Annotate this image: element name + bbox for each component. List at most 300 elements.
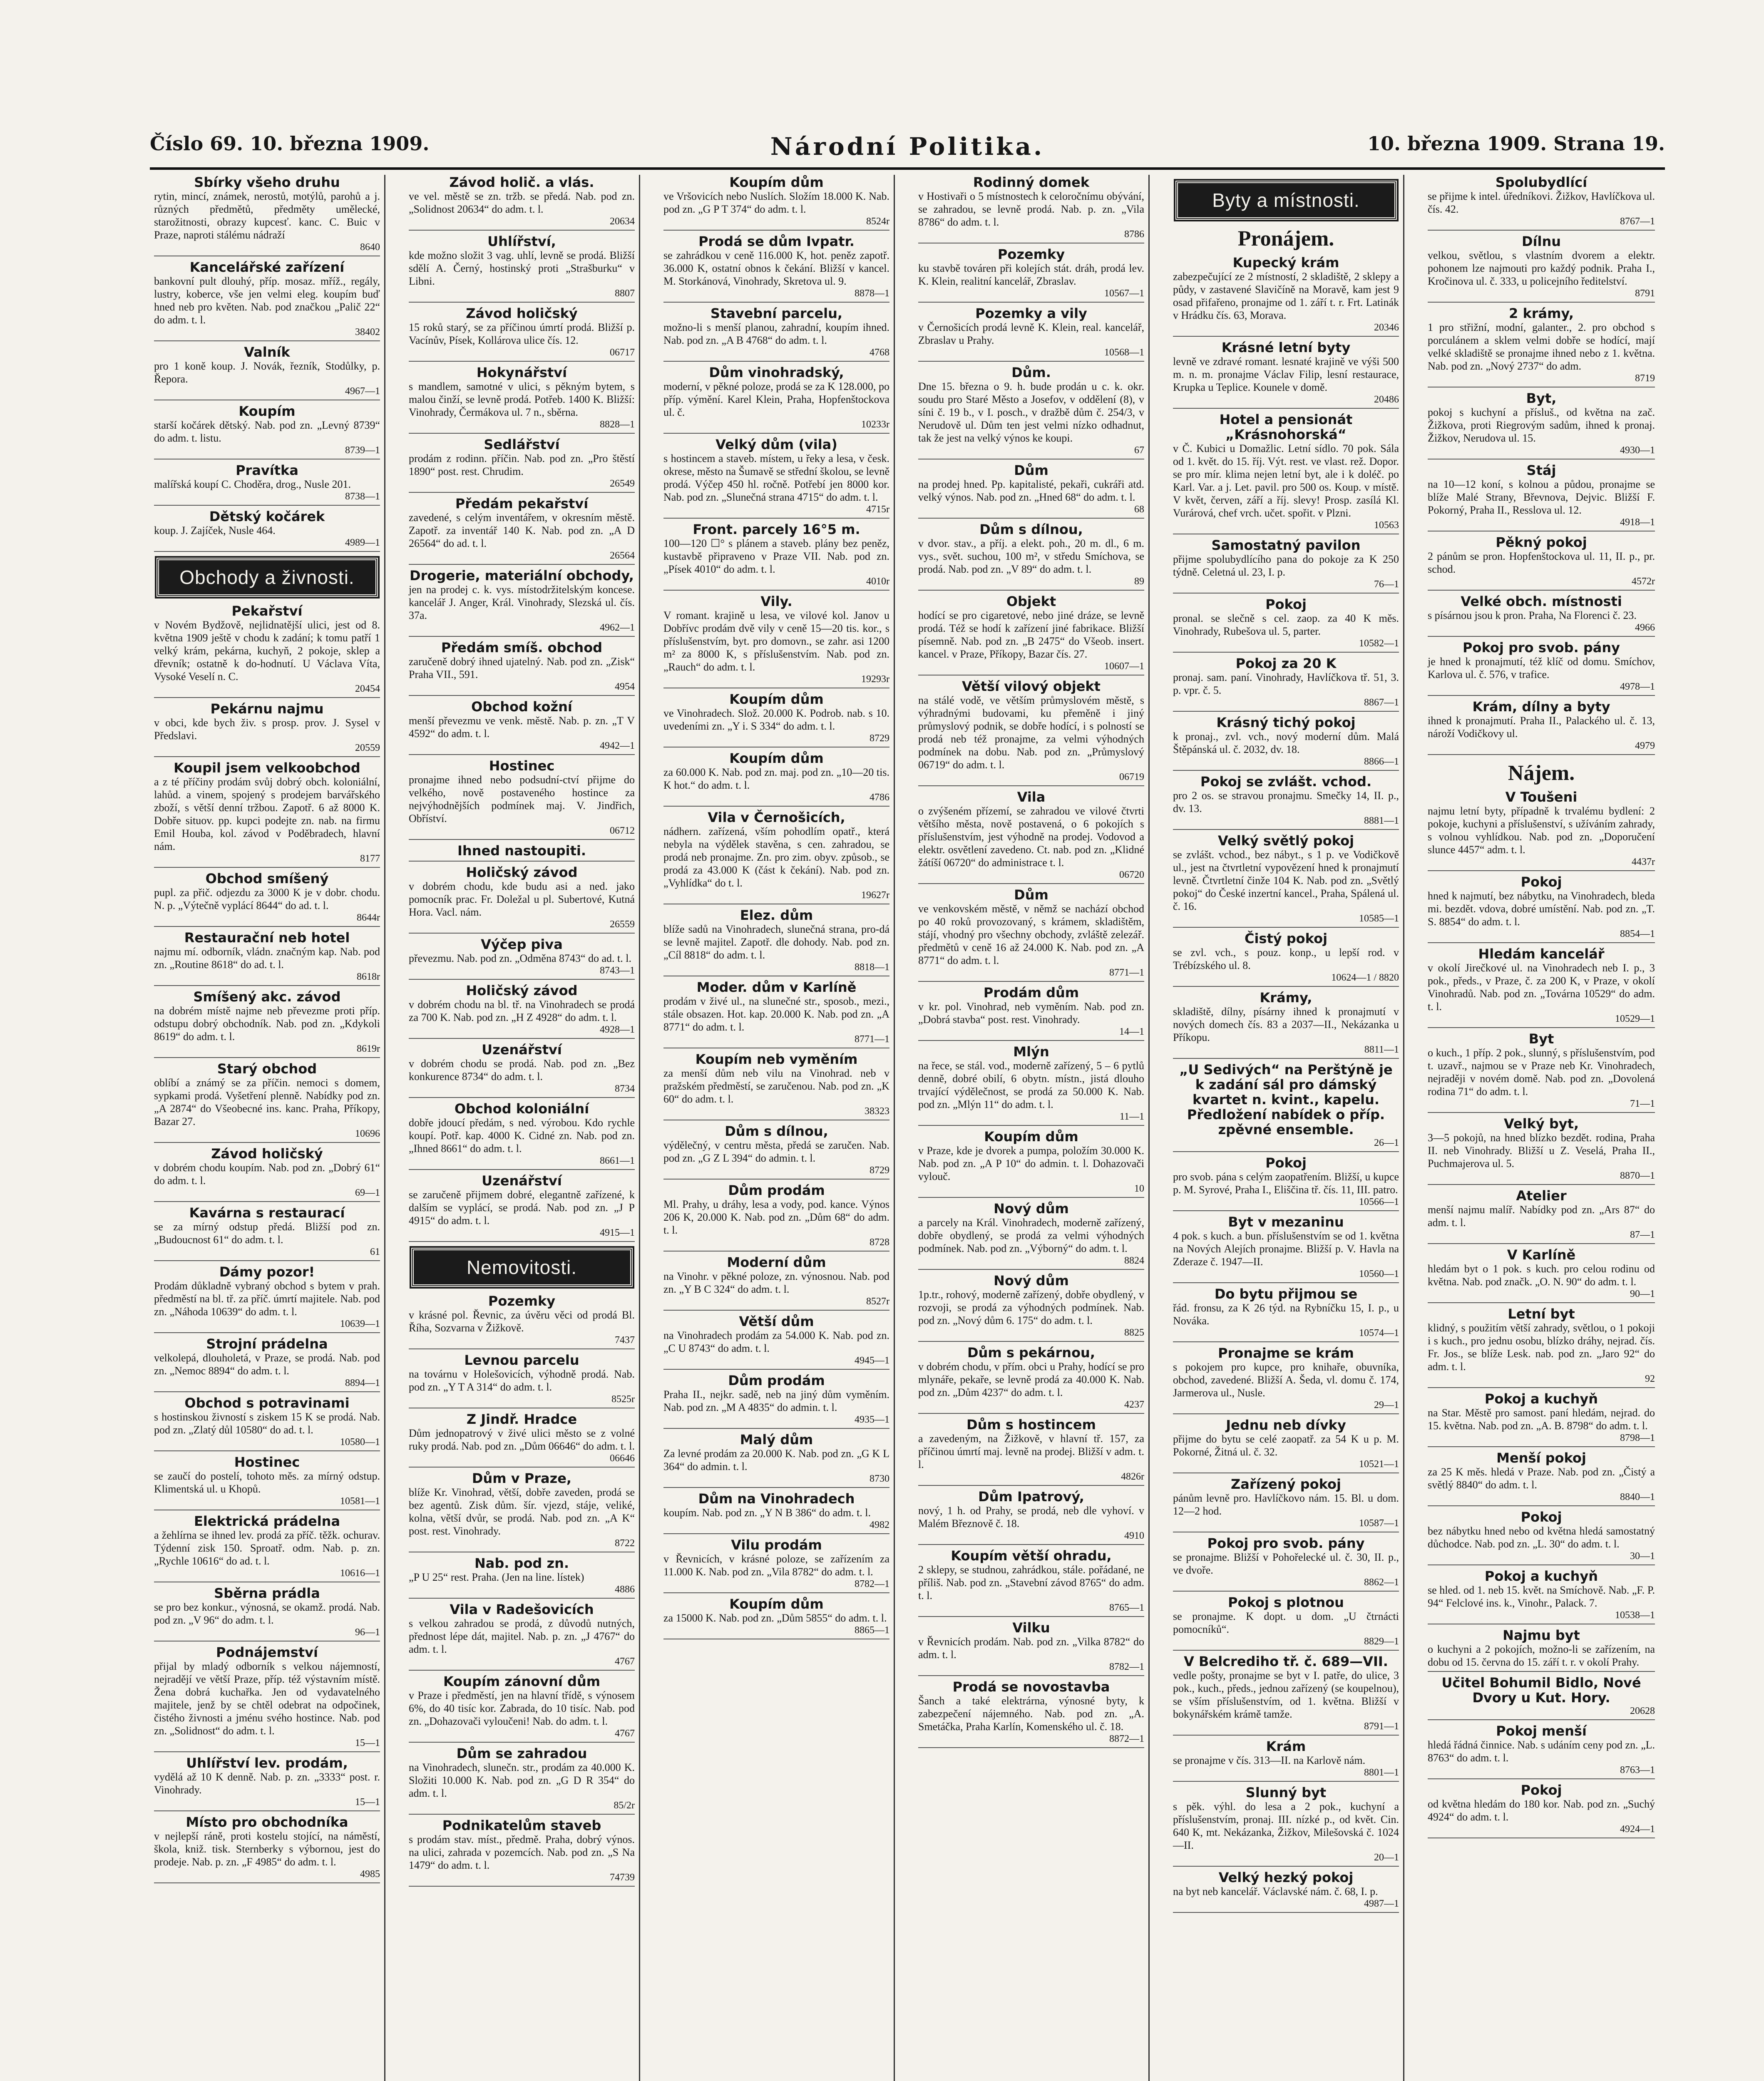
ad-text: levně ve zdravé romant. lesnaté krajině ve výši 500 m. n. m. pronajme Václav Filip, lesní restaurace, Krupka u Teplice. Kounele v domě. bbox=[1173, 355, 1399, 393]
classified-ad bbox=[1173, 1785, 1399, 1867]
ad-text: v dobrém chodu, kde budu asi a ned. jako pomocník prac. Fr. Doležal u pl. Subertové, Kutná Hora. Vacl. nám. bbox=[409, 880, 635, 918]
classified-ad bbox=[918, 887, 1144, 982]
ad-heading: Dům vinohradský, bbox=[709, 365, 844, 380]
classified-ad bbox=[154, 1146, 380, 1202]
ad-reference-number: 20454 bbox=[355, 683, 380, 694]
classified-ad bbox=[1173, 1536, 1399, 1592]
ad-reference-number: 8862—1 bbox=[1364, 1577, 1399, 1588]
column-5 bbox=[1169, 175, 1404, 2081]
classified-ad bbox=[663, 234, 889, 303]
ad-heading: Starý obchod bbox=[217, 1061, 317, 1077]
ad-heading: Pokoj menší bbox=[1496, 1723, 1587, 1739]
ad-reference-number: 4918—1 bbox=[1620, 517, 1655, 528]
classified-ad bbox=[154, 463, 380, 506]
ad-reference-number: 8734 bbox=[615, 1083, 635, 1094]
classified-ad bbox=[1173, 1286, 1399, 1342]
ad-heading: Hledám kancelář bbox=[1478, 946, 1605, 962]
ad-reference-number: 8828—1 bbox=[600, 419, 635, 430]
ad-reference-number: 10696 bbox=[355, 1128, 380, 1139]
ad-reference-number: 8661—1 bbox=[600, 1155, 635, 1166]
ad-reference-number: 8728 bbox=[870, 1237, 889, 1248]
ad-reference-number: 26559 bbox=[610, 919, 635, 930]
classified-ad bbox=[409, 1746, 635, 1815]
classified-ad bbox=[154, 603, 380, 698]
ad-reference-number: 8763—1 bbox=[1620, 1765, 1655, 1776]
ad-reference-number: 8644r bbox=[357, 912, 380, 923]
ad-text: Praha II., nejkr. sadě, neb na jiný dům vyměním. Nab. pod zn. „M A 4835“ do admin. t. l. bbox=[663, 1388, 889, 1413]
ad-heading: Podnikatelům staveb bbox=[442, 1818, 601, 1833]
ad-heading: Obchod kožní bbox=[471, 699, 572, 715]
ad-heading: Dům s hostincem bbox=[966, 1417, 1096, 1433]
classified-ad bbox=[918, 1620, 1144, 1676]
ad-text: zavedené, s celým inventářem, v okresním městě. Zapotř. za inventář 140 K. Nab. pod zn. „A D 26564“ do ad. t. l. bbox=[409, 512, 635, 549]
ad-heading: Prodá se dům Ivpatr. bbox=[698, 233, 855, 249]
classified-ad bbox=[918, 1548, 1144, 1617]
ad-reference-number: 8854—1 bbox=[1620, 929, 1655, 939]
ad-text: je hned k pronajmutí, též klíč od domu. Smíchov, Karlova ul. č. 576, v trafice. bbox=[1428, 656, 1655, 680]
ad-reference-number: 4985 bbox=[360, 1869, 380, 1880]
ad-text: malířská koupí C. Choděra, drog., Nusle 201. bbox=[154, 478, 351, 490]
classified-ad bbox=[1428, 699, 1655, 755]
classified-ad bbox=[663, 1491, 889, 1534]
ad-reference-number: 4715r bbox=[866, 504, 889, 515]
classified-ad bbox=[409, 1602, 635, 1671]
ad-reference-number: 8738—1 bbox=[345, 491, 380, 502]
ad-text: pánům levně pro. Havlíčkovo nám. 15. Bl. u dom. 12—2 hod. bbox=[1173, 1492, 1399, 1517]
classified-ad bbox=[154, 1645, 380, 1752]
ad-heading: Koupím dům bbox=[984, 1129, 1078, 1145]
ad-heading: Pekařství bbox=[231, 603, 303, 619]
ad-text: se zvl. vch., s pouz. konp., u lepší rod. v Trébízského ul. 8. bbox=[1173, 946, 1399, 971]
classified-ad bbox=[918, 594, 1144, 675]
ad-text: ku stavbě továren při kolejích stát. dráh, prodá lev. K. Klein, realitní kancelář, Zbraslav. bbox=[918, 262, 1144, 287]
ad-reference-number: 4437r bbox=[1632, 857, 1655, 867]
ad-text: s hostincem a staveb. místem, u řeky a lesa, v česk. okrese, město na Šumavě se střední školou, se levně prodá. Výčep 450 hl. ročně. Potřebí jen 8000 kor. Nab. pod zn. „Slunečná strana 4715“ do adm. t. l. bbox=[663, 452, 889, 503]
classified-ad bbox=[154, 989, 380, 1058]
ad-reference-number: 10581—1 bbox=[340, 1496, 380, 1507]
ad-heading: Drogerie, materiální obchody, bbox=[410, 568, 634, 584]
ad-text: na Vinohradech, slunečn. str., prodám za 40.000 K. Složiti 10.000 K. Nab. pod zn. „G D R 354“ do adm. t. l. bbox=[409, 1761, 635, 1799]
classified-ad bbox=[409, 983, 635, 1039]
ad-text: skladiště, dílny, písárny ihned k pronajmutí v nových domech čís. 83 a 2037—II., Nekázanka u Příkopu. bbox=[1173, 1006, 1399, 1043]
ad-heading: Sedlářství bbox=[484, 437, 560, 452]
ad-reference-number: 8867—1 bbox=[1364, 697, 1399, 708]
ad-heading: Koupím dům bbox=[729, 1596, 824, 1612]
ad-text: Za levné prodám za 20.000 K. Nab. pod zn. „G K L 364“ do admin. t. l. bbox=[663, 1448, 889, 1473]
ad-reference-number: 30—1 bbox=[1630, 1551, 1655, 1562]
classified-ad bbox=[663, 751, 889, 807]
ad-text: 1 pro střižní, modní, galanter., 2. pro obchod s porculánem a sklem velmi dobře se hodící, mají velké skladiště se pronajme ihned nebo z 1. května. Nab. pod zn. „Nový 2737“ do adm. bbox=[1428, 321, 1655, 372]
ad-reference-number: 7437 bbox=[615, 1335, 635, 1346]
classified-ad bbox=[918, 790, 1144, 884]
ad-reference-number: 8811—1 bbox=[1364, 1044, 1399, 1055]
ad-heading: Spolubydlící bbox=[1495, 175, 1588, 190]
ad-heading: Vila v Radešovicích bbox=[450, 1602, 594, 1617]
section-subheader-najem: Nájem. bbox=[1508, 761, 1575, 785]
ad-reference-number: 26549 bbox=[610, 478, 635, 489]
section-header-byty: Byty a místnosti. bbox=[1175, 181, 1397, 220]
classified-ad bbox=[918, 522, 1144, 591]
ad-reference-number: 20559 bbox=[355, 743, 380, 753]
classified-ad bbox=[154, 260, 380, 341]
ad-reference-number: 06646 bbox=[610, 1453, 635, 1464]
ad-heading: Velký světlý pokoj bbox=[1217, 833, 1354, 849]
classified-ad bbox=[409, 1353, 635, 1408]
ad-text: se přijme k intel. úředníkovi. Žižkov, Havlíčkova ul. čís. 42. bbox=[1428, 190, 1655, 215]
classified-ad bbox=[409, 843, 635, 862]
ad-heading: „U Sedivých“ na Perštýně je k zadání sál pro dámský kvartet n. kvint., kapelu. Předložení nabídek o příp. zpěvné ensemble. bbox=[1179, 1062, 1393, 1137]
ad-text: na Star. Městě pro samost. paní hledám, nejrad. do 15. května. Nab. pod zn. „A. B. 8798“ do adm. t. l. bbox=[1428, 1407, 1655, 1432]
classified-ad bbox=[663, 980, 889, 1048]
ad-heading: Zařízený pokoj bbox=[1231, 1476, 1341, 1492]
column-2 bbox=[405, 175, 640, 2081]
classified-ad bbox=[1428, 1306, 1655, 1388]
ad-reference-number: 4967—1 bbox=[345, 386, 380, 397]
ad-text: zabezpečující ze 2 místností, 2 skladiště, 2 sklepy a půdy, v zastavené Slavičíně na Moravě, kam jest 9 osad přifařeno, pronajme od 1. září t. r. Frt. Latinák v Hrádku čís. 63, Morava. bbox=[1173, 271, 1399, 321]
classified-ad bbox=[663, 1124, 889, 1180]
ad-heading: Uhlířství, bbox=[487, 233, 556, 249]
ad-heading: Vila bbox=[1017, 789, 1046, 805]
ad-heading: Restaurační neb hotel bbox=[184, 930, 350, 946]
classified-ad bbox=[1428, 1569, 1655, 1624]
classified-ad bbox=[663, 1255, 889, 1311]
ad-heading: Krám bbox=[1266, 1738, 1306, 1754]
ad-heading: Dům prodám bbox=[728, 1373, 825, 1388]
ad-heading: Dům prodám bbox=[728, 1182, 825, 1198]
ad-reference-number: 8524r bbox=[866, 216, 889, 227]
classified-ad bbox=[154, 1061, 380, 1143]
ad-heading: Větší vilový objekt bbox=[962, 678, 1101, 694]
ad-heading: Smíšený akc. závod bbox=[193, 989, 341, 1005]
ad-reference-number: 10568—1 bbox=[1104, 347, 1144, 358]
ad-reference-number: 10538—1 bbox=[1615, 1610, 1655, 1621]
ad-text: 3—5 pokojů, na hned blízko bezdět. rodina, Praha II. neb Vinohrady. Bližší u Z. Veselá, Praha II., Puchmajerova ul. 5. bbox=[1428, 1132, 1655, 1170]
classified-ad bbox=[409, 1294, 635, 1349]
classified-ad bbox=[1428, 1188, 1655, 1244]
ad-reference-number: 38402 bbox=[355, 327, 380, 338]
ad-heading: Učitel Bohumil Bidlo, Nové Dvory u Kut. Hory. bbox=[1441, 1675, 1641, 1706]
ad-heading: Do bytu přijmou se bbox=[1214, 1286, 1358, 1302]
ad-text: hledám byt o 1 pok. s kuch. pro celou rodinu od května. Nab. pod značk. „O. N. 90“ do adm. t. l. bbox=[1428, 1263, 1655, 1288]
ad-heading: Rodinný domek bbox=[973, 175, 1090, 190]
classified-ad bbox=[154, 345, 380, 400]
ad-text: pronaj. sam. paní. Vinohrady, Havlíčkova tř. 51, 3. p. vpr. č. 5. bbox=[1173, 671, 1399, 696]
classified-ad bbox=[409, 1101, 635, 1170]
ad-heading: Podnájemství bbox=[216, 1644, 318, 1660]
ad-reference-number: 8619r bbox=[357, 1043, 380, 1054]
ad-heading: Velký dům (vila) bbox=[716, 437, 837, 452]
ad-text: pronal. se slečně s cel. zaop. za 40 K měs. Vinohrady, Rubešova ul. 5, parter. bbox=[1173, 612, 1399, 637]
ad-text: starší kočárek dětský. Nab. pod zn. „Levný 8739“ do adm. t. listu. bbox=[154, 419, 380, 444]
ad-reference-number: 4572r bbox=[1632, 576, 1655, 587]
classified-ad bbox=[663, 365, 889, 434]
classified-ad bbox=[1173, 340, 1399, 409]
ad-heading: Pěkný pokoj bbox=[1496, 534, 1587, 550]
ad-heading: Krásné letní byty bbox=[1221, 340, 1351, 355]
ad-text: a z té příčiny prodám svůj dobrý obch. koloniální, lahůd. a vinem, spojený s prodejem barvářského zboží, s větší denní tržbou. Zapotř. 6 až 8000 K. Dobře situov. pp. kupci podejte zn. nab. na firmu Emil Houba, kol. závod v Poděbradech, hlavní nám. bbox=[154, 776, 380, 852]
ad-heading: Dům s pekárnou, bbox=[967, 1345, 1095, 1361]
ad-heading: Stáj bbox=[1526, 462, 1556, 478]
ad-reference-number: 11—1 bbox=[1119, 1111, 1144, 1122]
classified-ad bbox=[154, 930, 380, 986]
ad-heading: Kancelářské zařízení bbox=[189, 259, 345, 275]
ad-text: v Praze i předměstí, jen na hlavní třídě, s výnosem 6%, do 40 tisíc kor. Zabrada, do 10 tisíc. Nab. pod zn. „Dohazovači vyloučeni! Nab. do adm. t. l. bbox=[409, 1689, 635, 1727]
ad-heading: Stavební parcelu, bbox=[710, 305, 843, 321]
ad-text: v dobrém chodu se prodá. Nab. pod zn. „Bez konkurence 8734“ do adm. t. l. bbox=[409, 1058, 635, 1083]
ad-text: pro svob. pána s celým zaopatřením. Bližší, u kupce p. M. Syrové, Praha I., Eliščina tř. čís. 11, III. patro. bbox=[1173, 1171, 1399, 1196]
classified-ad bbox=[154, 1396, 380, 1451]
ad-reference-number: 8818—1 bbox=[855, 962, 889, 973]
ad-reference-number: 8801—1 bbox=[1364, 1767, 1399, 1778]
ad-heading: Vilu prodám bbox=[731, 1537, 822, 1553]
ad-text: dobře jdoucí předám, s ned. výrobou. Kdo rychle koupí. Potř. kap. 4000 K. Cidné zn. Nab. pod zn. „Ihned 8661“ do adm. t. l. bbox=[409, 1117, 635, 1155]
ad-text: za 25 K měs. hledá v Praze. Nab. pod zn. „Čistý a světlý 8840“ do adm. t. l. bbox=[1428, 1466, 1655, 1491]
ad-text: s velkou zahradou se prodá, z důvodů nutných, přednost lépe dát, majitel. Nab. p. zn. „J 4767“ do adm. t. l. bbox=[409, 1617, 635, 1655]
classified-ad bbox=[1428, 1723, 1655, 1779]
ad-text: 2 pánům se pron. Hopfenštockova ul. 11, II. p., pr. schod. bbox=[1428, 550, 1655, 575]
classified-ad bbox=[1173, 1418, 1399, 1473]
ad-heading: Čistý pokoj bbox=[1244, 931, 1328, 946]
ad-reference-number: 20486 bbox=[1374, 394, 1399, 405]
ad-heading: Letní byt bbox=[1508, 1306, 1575, 1322]
classified-ad bbox=[409, 1818, 635, 1887]
ad-reference-number: 8719 bbox=[1635, 373, 1655, 384]
ad-text: k pronaj., zvl. vch., nový moderní dům. Malá Štěpánská ul. č. 2032, dv. 18. bbox=[1173, 730, 1399, 755]
ad-reference-number: 8840—1 bbox=[1620, 1492, 1655, 1502]
ad-reference-number: 8729 bbox=[870, 733, 889, 744]
ad-reference-number: 4966 bbox=[1635, 622, 1655, 633]
ad-heading: Místo pro obchodníka bbox=[186, 1814, 348, 1830]
ad-text: za menší dům neb vilu na Vinohrad. neb v pražském předměstí, se zaručenou. Nab. pod zn. „K 60“ do adm. t. l. bbox=[663, 1067, 889, 1105]
classified-ad bbox=[1428, 1450, 1655, 1506]
ad-heading: Pokoj bbox=[1521, 1782, 1562, 1798]
classified-ad bbox=[663, 908, 889, 976]
classified-ad bbox=[663, 1432, 889, 1488]
ad-heading: Závod holičský bbox=[466, 305, 578, 321]
ad-heading: Holičský závod bbox=[466, 864, 578, 880]
ad-reference-number: 20346 bbox=[1374, 322, 1399, 333]
ad-reference-number: 74739 bbox=[610, 1872, 635, 1883]
ad-heading: Velký hezký pokoj bbox=[1218, 1870, 1354, 1885]
ad-text: velkolepá, dlouholetá, v Praze, se prodá. Nab. pod zn. „Nemoc 8894“ do adm. t. l. bbox=[154, 1352, 380, 1377]
ad-reference-number: 8729 bbox=[870, 1165, 889, 1176]
ad-reference-number: 8807 bbox=[615, 288, 635, 299]
ad-heading: Předám smíš. obchod bbox=[441, 640, 603, 656]
ad-text: v krásné pol. Řevnic, za úvěru věci od prodá Bl. Říha, Sozvarna v Žižkově. bbox=[409, 1309, 635, 1334]
ad-heading: Dům bbox=[1014, 462, 1048, 478]
ad-reference-number: 85/2r bbox=[614, 1800, 635, 1811]
ad-heading: V Karlíně bbox=[1507, 1247, 1576, 1263]
classified-ad bbox=[918, 1489, 1144, 1545]
column-3 bbox=[659, 175, 895, 2081]
ad-reference-number: 96—1 bbox=[355, 1627, 380, 1638]
ad-reference-number: 4767 bbox=[615, 1728, 635, 1739]
classified-ad bbox=[409, 865, 635, 934]
ad-text: na Vinohr. v pěkné poloze, zn. výnosnou. Nab. pod zn. „Y B C 324“ do adm. t. l. bbox=[663, 1270, 889, 1295]
ad-heading: Pozemky a vily bbox=[975, 305, 1087, 321]
classified-ad bbox=[1173, 1739, 1399, 1782]
ad-reference-number: 8722 bbox=[615, 1538, 635, 1549]
classified-ad bbox=[1428, 463, 1655, 531]
ad-text: v okolí Jirečkové ul. na Vinohradech neb I. p., 3 pok., předs., v Praze, č. za 200 K, v Praze, v okolí Vinohradů. Nab. pod zn. „Továrna 10529“ do adm. t. l. bbox=[1428, 962, 1655, 1013]
section-subheader-pronajem: Pronájem. bbox=[1237, 227, 1334, 251]
ad-reference-number: 4010r bbox=[866, 576, 889, 587]
classified-ad bbox=[663, 1537, 889, 1593]
classified-ad bbox=[1173, 538, 1399, 594]
ad-text: V romant. krajině u lesa, ve vilové kol. Janov u Dobřívc prodám dvě vily v ceně 15—20 tis. kor., s příslušenstvím, byt. pro domovn., se zahr. asi 1200 m² za 8000 K, s příslušenstvím. Nab. pod zn. „Rauch“ do adm. t. l. bbox=[663, 609, 889, 673]
ad-text: na prodej hned. Pp. kapitalisté, pekaři, cukráři atd. velký výnos. Nab. pod zn. „Hned 68“ do adm. t. l. bbox=[918, 478, 1144, 503]
ad-reference-number: 14—1 bbox=[1119, 1026, 1144, 1037]
classified-ad bbox=[1428, 175, 1655, 231]
ad-reference-number: 8782—1 bbox=[855, 1579, 889, 1589]
ad-heading: Pokoj s plotnou bbox=[1228, 1594, 1344, 1610]
date-page-right: 10. března 1909. Strana 19. bbox=[1367, 132, 1665, 155]
ad-heading: Dílnu bbox=[1521, 233, 1561, 249]
ad-reference-number: 4979 bbox=[1635, 740, 1655, 751]
ad-reference-number: 8894—1 bbox=[345, 1378, 380, 1388]
ad-heading: Ihned nastoupiti. bbox=[457, 843, 586, 859]
ad-reference-number: 4942—1 bbox=[600, 740, 635, 751]
ad-text: 15 roků starý, se za příčinou úmrtí prodá. Bližší p. Vacínův, Písek, Kollárova ulice čís. 12. bbox=[409, 321, 635, 346]
ad-reference-number: 67 bbox=[1134, 445, 1144, 456]
classified-ad bbox=[1173, 1214, 1399, 1283]
ad-reference-number: 8872—1 bbox=[1109, 1733, 1144, 1744]
ad-heading: Vila v Černošicích, bbox=[708, 810, 845, 825]
ad-heading: Objekt bbox=[1006, 594, 1056, 609]
ad-text: ve Vinohradech. Slož. 20.000 K. Podrob. nab. s 10. uvedeními zn. „Y i. S 334“ do adm. t. l. bbox=[663, 707, 889, 732]
ad-text: se hled. od 1. neb 15. květ. na Smíchově. Nab. „F. P. 94“ Felclové ins. k., Vinohr., Palack. 7. bbox=[1428, 1584, 1655, 1609]
ad-reference-number: 20634 bbox=[610, 216, 635, 227]
ad-text: s pěk. výhl. do lesa a 2 pok., kuchyní a příslušenstvím, pronaj. III. nízké p., od květ. Cin. 640 K, mt. Nekázanka, Žižkov, Milešovská č. 1024—II. bbox=[1173, 1800, 1399, 1851]
ad-text: vedle pošty, pronajme se byt v I. patře, do ulice, 3 pok., kuch., předs., jednou zařízený (se koupelnou), se vším příslušenstvím, od 1. května. Bližší v bokynářském krámě tamže. bbox=[1173, 1669, 1399, 1720]
classified-ad bbox=[154, 1514, 380, 1582]
classified-ad bbox=[918, 365, 1144, 459]
ad-heading: Dům s dílnou, bbox=[979, 521, 1083, 537]
ad-text: velkou, světlou, s vlastním dvorem a elektr. pohonem lze najmouti pro každý podnik. Praha I., Kročinova ul. č. 333, u policejního ředitelství. bbox=[1428, 249, 1655, 287]
ad-text: Dne 15. března o 9. h. bude prodán u c. k. okr. soudu pro Staré Město a Josefov, v oddělení (8), v síni č. 19 b., v I. posch., v dražbě dům č. 254/3, v Nerudově ul. Dům ten jest velmi nízko odhadnut, tak že jest na velký výnos ke koupi. bbox=[918, 380, 1144, 444]
classified-ad bbox=[1428, 594, 1655, 637]
ad-heading: Pokoj za 20 K bbox=[1235, 656, 1337, 671]
classified-ad bbox=[154, 175, 380, 256]
classified-ad bbox=[154, 1336, 380, 1392]
classified-ad bbox=[154, 404, 380, 459]
ad-reference-number: 15—1 bbox=[355, 1797, 380, 1808]
classified-ad bbox=[918, 679, 1144, 786]
ad-reference-number: 8730 bbox=[870, 1473, 889, 1484]
ad-heading: Atelier bbox=[1516, 1188, 1567, 1204]
ad-reference-number: 61 bbox=[370, 1247, 380, 1257]
ad-reference-number: 06712 bbox=[610, 825, 635, 836]
ad-reference-number: 68 bbox=[1134, 504, 1144, 515]
ad-text: se zahrádkou v ceně 116.000 K, hot. peněz zapotř. 36.000 K, ostatní obnos k čekání. Bližší v kancel. M. Storkánová, Vinohrady, Skretova ul. 9. bbox=[663, 249, 889, 287]
classified-ad bbox=[154, 509, 380, 552]
ad-heading: Uhlířství lev. prodám, bbox=[186, 1755, 348, 1771]
ad-text: ve Vršovicích nebo Nuslích. Složím 18.000 K. Nab. pod zn. „G P T 374“ do adm. t. l. bbox=[663, 190, 889, 215]
ad-reference-number: 4987—1 bbox=[1364, 1898, 1399, 1909]
ad-text: v Řevnicích, v krásné poloze, se zařízením za 11.000 K. Nab. pod zn. „Vila 8782“ do adm. t. l. bbox=[663, 1553, 889, 1578]
ad-text: přijme do bytu se celé zaopatř. za 54 K u p. M. Pokorné, Žitná ul. č. 32. bbox=[1173, 1433, 1399, 1458]
ad-reference-number: 10587—1 bbox=[1359, 1518, 1399, 1529]
ad-reference-number: 4930—1 bbox=[1620, 445, 1655, 456]
ad-heading: Koupím dům bbox=[729, 750, 824, 766]
classified-ad bbox=[1428, 874, 1655, 943]
classified-ad bbox=[1428, 946, 1655, 1028]
classified-ad bbox=[409, 306, 635, 362]
ad-heading: Dům. bbox=[1011, 365, 1051, 380]
classified-ad bbox=[1428, 1628, 1655, 1672]
ad-text: blíže Kr. Vinohrad, větší, dobře zaveden, prodá se bez agentů. Zisk dům. šír. vjezd, stáje, veliké, kolna, větší dvůr, se prodá. Nab. pod zn. „A K“ post. rest. Vinohrady. bbox=[409, 1486, 635, 1537]
ad-text: na byt neb kancelář. Václavské nám. č. 68, I. p. bbox=[1173, 1885, 1378, 1897]
classified-ad bbox=[1428, 640, 1655, 696]
ad-heading: Koupím zánovní dům bbox=[443, 1674, 601, 1689]
ad-text: v obci, kde bych živ. s prosp. prov. J. Sysel v Předslavi. bbox=[154, 717, 380, 742]
ad-text: hned k najmutí, bez nábytku, na Vinohradech, bleda mi. bezdět. vdova, dobré umístění. Nab. pod zn. „T. S. 8854“ do adm. t. l. bbox=[1428, 890, 1655, 928]
classified-ad bbox=[1173, 412, 1399, 534]
ad-heading: Koupím dům bbox=[729, 691, 824, 707]
ad-text: prodám v živé ul., na slunečné str., sposob., mezi., stále obsazen. Hot. kap. 20.000 K. Nab. pod zn. „A 8771“ do adm. t. l. bbox=[663, 995, 889, 1033]
ad-heading: Moder. dům v Karlíně bbox=[696, 979, 857, 995]
classified-ad bbox=[663, 175, 889, 231]
ad-text: menší najmu malíř. Nabídky pod zn. „Ars 87“ do adm. t. l. bbox=[1428, 1204, 1655, 1229]
ad-heading: Hokynářství bbox=[476, 365, 567, 380]
ad-heading: Koupil jsem velkoobchod bbox=[174, 760, 360, 776]
ad-text: kde možno složit 3 vag. uhlí, levně se prodá. Bližší sdělí A. Černý, hostinský proti „Strašburku“ v Libni. bbox=[409, 249, 635, 287]
classified-ad bbox=[1428, 1783, 1655, 1838]
ad-heading: Dům v Praze, bbox=[472, 1470, 572, 1486]
ad-reference-number: 8177 bbox=[360, 853, 380, 864]
classified-ad bbox=[154, 871, 380, 927]
ad-reference-number: 10580—1 bbox=[340, 1437, 380, 1448]
ad-text: prodám z rodinn. příčin. Nab. pod zn. „Pro štěstí 1890“ post. rest. Chrudim. bbox=[409, 452, 635, 477]
ad-reference-number: 10567—1 bbox=[1104, 288, 1144, 299]
ad-reference-number: 89 bbox=[1134, 576, 1144, 587]
classified-ad bbox=[1173, 1062, 1399, 1152]
ad-heading: Valník bbox=[244, 344, 290, 360]
ad-reference-number: 15—1 bbox=[355, 1738, 380, 1748]
ad-text: o kuch., 1 příp. 2 pok., slunný, s příslušenstvím, pod t. uzavř., najmou se v Praze neb Kr. Vinohradech, nejraději v novém domě. Nab. pod zn. „Dovolená rodina 71“ do adm. t. l. bbox=[1428, 1047, 1655, 1098]
classified-ad bbox=[154, 1264, 380, 1333]
ad-text: jen na prodej c. k. vys. místodržitelským koncese. kancelář J. Anger, Král. Vinohrady, Slezská ul. čís. 37a. bbox=[409, 584, 635, 621]
ad-text: pro 2 os. se stravou pronajmu. Smečky 14, II. p., dv. 13. bbox=[1173, 790, 1399, 815]
ad-reference-number: 29—1 bbox=[1374, 1400, 1399, 1411]
ad-heading: Nový dům bbox=[994, 1201, 1069, 1217]
ad-text: se pro bez konkur., výnosná, se okamž. prodá. Nab. pod zn. „V 96“ do adm. t. l. bbox=[154, 1601, 380, 1626]
classified-ad bbox=[1173, 1346, 1399, 1414]
classified-ad bbox=[663, 594, 889, 688]
ad-reference-number: 4915—1 bbox=[600, 1227, 635, 1238]
ad-text: vydělá až 10 K denně. Nab. p. zn. „3333“ post. r. Vinohrady. bbox=[154, 1771, 380, 1796]
ad-text: v Hostivaři o 5 místnostech k celoročnímu obývání, se zahradou, se levně prodá. Nab. p. zn. „Vila 8786“ do adm. t. l. bbox=[918, 190, 1144, 228]
classified-ad bbox=[1173, 774, 1399, 830]
classified-ad bbox=[1428, 1247, 1655, 1303]
ad-text: s pokojem pro kupce, pro knihaře, obuvníka, obchod, zavedené. Bližší A. Šeda, vl. domu č. 174, Jarmerova ul., Nusle. bbox=[1173, 1361, 1399, 1399]
ad-reference-number: 4237 bbox=[1124, 1399, 1144, 1410]
ad-heading: Uzenářství bbox=[482, 1042, 562, 1058]
ad-heading: Větší dům bbox=[739, 1314, 814, 1329]
ad-text: pupl. za přič. odjezdu za 3000 K je v dobr. chodu. N. p. „Výtečně vyplácí 8644“ do ad. t. l. bbox=[154, 887, 380, 911]
ad-text: na dobrém místě najme neb převezme proti příp. odstupu dobrý obchodník. Nab. pod zn. „Kdykoli 8619“ do adm. t. l. bbox=[154, 1005, 380, 1043]
ad-text: výdělečný, v centru města, předá se zaručen. Nab. pod zn. „G Z L 394“ do admin. t. l. bbox=[663, 1139, 889, 1164]
ad-text: na stálé vodě, ve větším průmyslovém městě, s výhradnými budovami, ku přeměně i jiný průmyslový podnik, se dobře hodící, i s polností se prodá neb též pronajme, za velmi výhodných podmínek na dobu. Nab. pod zn. „Průmyslový 06719“ do adm. t. l. bbox=[918, 694, 1144, 771]
classified-ad bbox=[918, 1273, 1144, 1342]
ad-heading: Dům na Vinohradech bbox=[698, 1491, 855, 1507]
ad-heading: Vilku bbox=[1012, 1620, 1050, 1636]
ad-reference-number: 26—1 bbox=[1374, 1137, 1399, 1148]
classified-ad bbox=[1173, 1870, 1399, 1913]
ad-text: se pronajme v čís. 313—II. na Karlově nám. bbox=[1173, 1754, 1366, 1766]
ad-reference-number: 4982 bbox=[870, 1520, 889, 1530]
ad-heading: Pozemky bbox=[997, 246, 1065, 262]
